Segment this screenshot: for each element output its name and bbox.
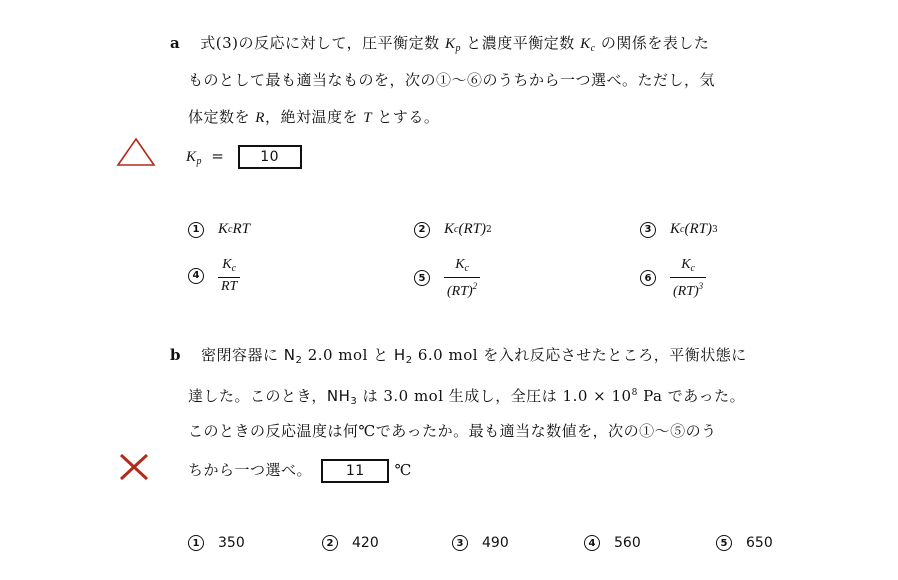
- answer-box-10[interactable]: 10: [238, 145, 302, 169]
- question-a-line-1: a 式(3)の反応に対して，圧平衡定数 $K_p$ と濃度平衡定数 $K_c$ の関係を表した: [170, 34, 710, 54]
- question-a-line-2: ものとして最も適当なものを，次の①～⑥のうちから一つ選べ。ただし，気: [188, 71, 716, 89]
- option-b-1[interactable]: 1 350: [188, 535, 245, 551]
- fraction: $\frac{K_c}{(RT)^2}$: [444, 256, 480, 300]
- question-b-line-1: b 密閉容器に $N_2$ 2.0 mol と $H_2$ 6.0 mol を入れ反応させたところ，平衡状態に: [170, 346, 747, 366]
- option-a-5[interactable]: 5 $\frac{K_c}{(RT)^2}$: [414, 256, 480, 300]
- option-b-2[interactable]: 2 420: [322, 535, 379, 551]
- question-b-line-3: このときの反応温度は何℃であったか。最も適当な数値を，次の①～⑤のう: [188, 422, 717, 440]
- answer-box-11[interactable]: 11: [321, 459, 389, 483]
- fraction: $\frac{K_c}{(RT)^3}$: [670, 256, 706, 300]
- answer-line-a: $K_p = 10$: [186, 145, 302, 172]
- option-b-3[interactable]: 3 490: [452, 535, 509, 551]
- option-b-5[interactable]: 5 650: [716, 535, 773, 551]
- fraction: $\frac{K_c}{RT}$: [218, 256, 240, 295]
- option-a-6[interactable]: 6 $\frac{K_c}{(RT)^3}$: [640, 256, 706, 300]
- question-b-line-4: ちから一つ選べ。 11 ℃: [188, 459, 412, 483]
- question-a-line-3: 体定数を R，絶対温度を T とする。: [188, 108, 440, 126]
- option-a-1[interactable]: 1 K c RT: [188, 221, 250, 238]
- option-a-2[interactable]: 2 K c (RT) 2: [414, 221, 492, 238]
- partial-credit-mark: [116, 137, 156, 167]
- option-a-4[interactable]: 4 $\frac{K_c}{RT}$: [188, 256, 240, 295]
- option-b-4[interactable]: 4 560: [584, 535, 641, 551]
- option-a-3[interactable]: 3 K c (RT) 3: [640, 221, 718, 238]
- question-b-line-2: 達した。このとき，$NH_3$ は 3.0 mol 生成し，全圧は $1.0 \times 10^8$ Pa であった。: [188, 387, 746, 407]
- wrong-mark: [118, 452, 150, 482]
